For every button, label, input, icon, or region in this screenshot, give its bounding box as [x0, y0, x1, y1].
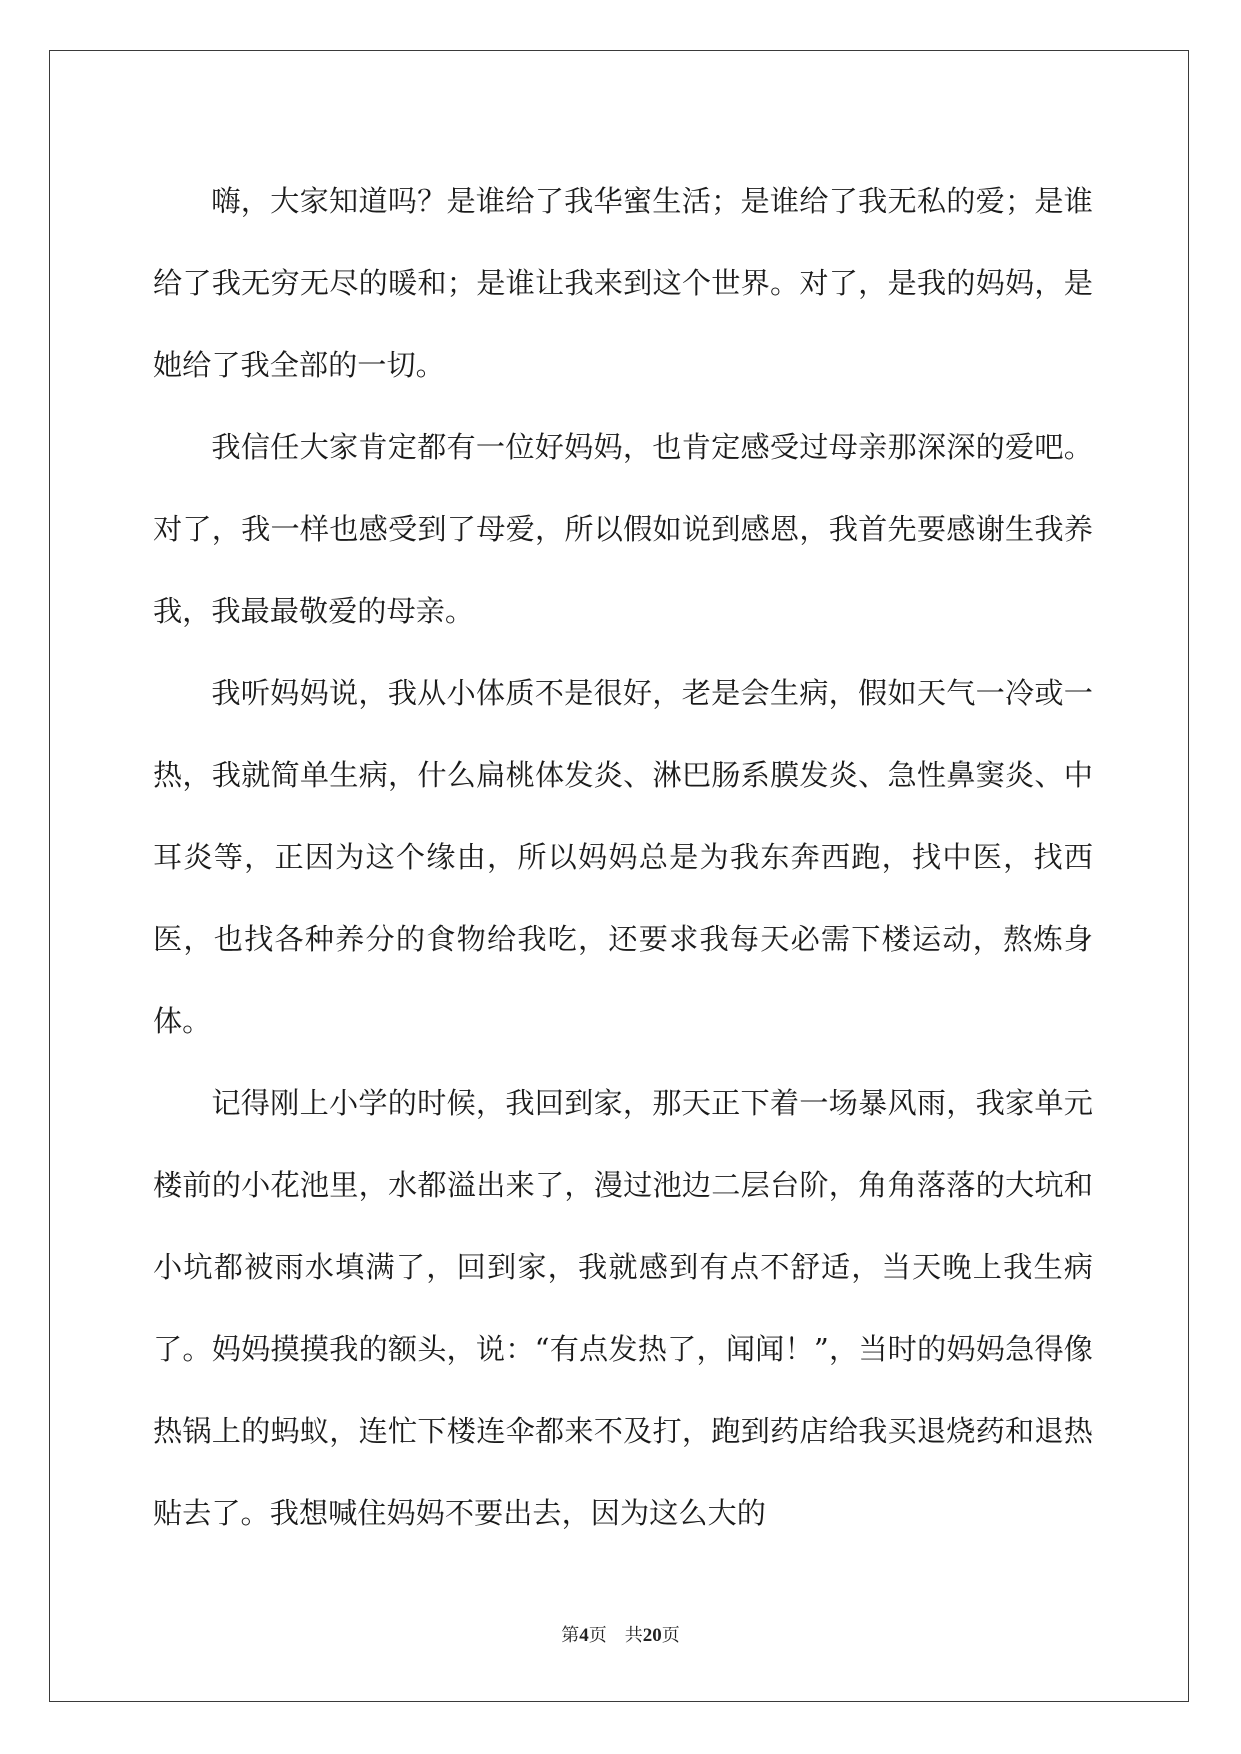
footer-page-unit: 页 — [588, 1625, 607, 1646]
page-footer — [0, 1624, 1241, 1648]
paragraph-3: 我听妈妈说，我从小体质不是很好，老是会生病，假如天气一冷或一热，我就简单生病，什么扁桃体发炎、淋巴肠系膜发炎、急性鼻窦炎、中耳炎等，正因为这个缘由，所以妈妈总是为我东奔西跑，找中医，找西医，也找各种养分的食物给我吃，还要求我每天必需下楼运动，熬炼身体。 — [153, 676, 1093, 1038]
document-body — [153, 160, 1093, 1554]
footer-total-unit: 页 — [661, 1625, 680, 1646]
footer-total-prefix: 共 — [624, 1625, 643, 1646]
footer-page-number: 4 — [579, 1625, 589, 1646]
paragraph-1: 嗨，大家知道吗？是谁给了我华蜜生活；是谁给了我无私的爱；是谁给了我无穷无尽的暖和；是谁让我来到这个世界。对了，是我的妈妈，是她给了我全部的一切。 — [153, 184, 1093, 382]
footer-total-pages: 20 — [642, 1625, 662, 1646]
paragraph-4: 记得刚上小学的时候，我回到家，那天正下着一场暴风雨，我家单元楼前的小花池里，水都溢出来了，漫过池边二层台阶，角角落落的大坑和小坑都被雨水填满了，回到家，我就感到有点不舒适，当天晚上我生病了。妈妈摸摸我的额头，说：“有点发热了，闻闻！”，当时的妈妈急得像热锅上的蚂蚁，连忙下楼连伞都来不及打，跑到药店给我买退烧药和退热贴去了。我想喊住妈妈不要出去，因为这么大的 — [153, 1086, 1093, 1530]
footer-page-prefix: 第 — [561, 1625, 580, 1646]
paragraph-2: 我信任大家肯定都有一位好妈妈，也肯定感受过母亲那深深的爱吧。对了，我一样也感受到了母爱，所以假如说到感恩，我首先要感谢生我养我，我最最敬爱的母亲。 — [153, 430, 1093, 628]
